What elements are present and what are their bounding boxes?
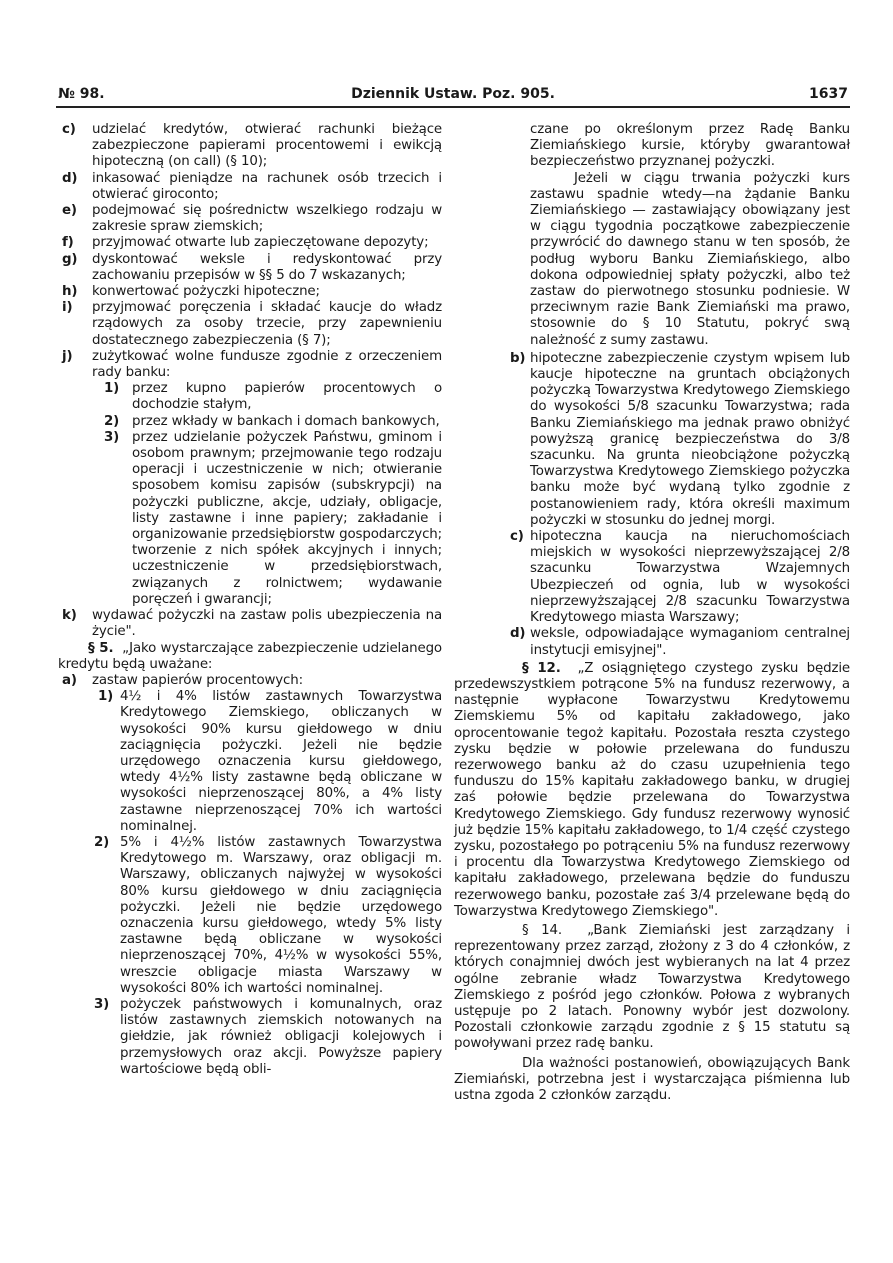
paragraph-text: Jeżeli w ciągu trwania pożyczki kurs zastawu spadnie wtedy—na żądanie Banku Ziemiańskiego — zastawiający obowiązany jest w ciągu tygodnia początkowe zabezpieczenie przywrócić do dawnego stanu w ten sposób, że podług wyboru Banku Ziemiańskiego, albo dokona odpowiedniej spłaty pożyczki, albo też zastaw do pierwotnego stosunku podniesie. W przeciwnym razie Bank Ziemiański ma prawo, stosownie do § 10 Statutu, pokryć swą należność z sumy zastawu.	[530, 170, 850, 348]
item-marker: a)	[62, 672, 77, 688]
list-subitem-j2	[58, 414, 442, 430]
item-marker: 3)	[94, 996, 110, 1012]
item-marker: g)	[62, 251, 78, 267]
item-marker: 2)	[104, 413, 120, 429]
item-marker: d)	[510, 626, 526, 642]
item-text: przez udzielanie pożyczek Państwu, gminom i osobom prawnym; przejmowanie tego rodzaju operacji i uczestniczenie w nich; otwieranie sposobem komisu zapisów (subskrypcji) na pożyczki publiczne, akcje, udziały, obligacje, listy zastawne i inne papiery; zakładanie i organizowanie przedsiębiorstw gospodarczych; tworzenie z nich spółek akcyjnych i innych; uczestniczenie w przedsiębiorstwach, związanych z rolnictwem; wydawanie poręczeń i gwarancji;	[132, 429, 442, 607]
item-marker: 1)	[104, 381, 120, 397]
item-marker: d)	[62, 170, 78, 186]
item-text: weksle, odpowiadające wymaganiom centralnej instytucji emisyjnej".	[530, 626, 850, 658]
paragraph-text: czane po określonym przez Radę Banku Ziemiańskiego kursie, któryby gwarantował bezpieczeństwo przyznanej pożyczki.	[530, 122, 850, 170]
section-label: § 5.	[88, 640, 114, 656]
item-marker: 1)	[98, 689, 114, 705]
list-item-d	[58, 171, 442, 203]
left-column	[58, 122, 442, 1078]
journal-title: Dziennik Ustaw. Poz. 905.	[351, 86, 555, 102]
item-marker: i)	[62, 300, 73, 316]
item-marker: 3)	[104, 429, 120, 445]
item-marker: c)	[62, 122, 76, 137]
list-item-c	[58, 122, 442, 171]
list-item-k	[58, 608, 442, 640]
item-text: inkasować pieniądze na rachunek osób trzecich i otwierać giroconto;	[92, 170, 442, 202]
list-item-b	[454, 351, 850, 529]
list-item-j	[58, 349, 442, 381]
item-text: hipoteczne zabezpieczenie czystym wpisem lub kaucje hipoteczne na gruntach obciążonych pożyczką Towarzystwa Kredytowego Ziemskiego do wysokości 5/8 szacunku Towarzystwa; rada Banku Ziemiańskiego ma jednak prawo obniżyć powyższą granicę bezpieczeństwa do 3/8 szacunku. Na grunta nieobciążone pożyczką Towarzystwa Kredytowego Ziemskiego pożyczka banku może być wydaną tylko zgodnie z postanowieniem rady, która określi maximum pożyczki w stosunku do jednej morgi.	[530, 350, 850, 528]
list-subitem-a2	[58, 835, 442, 997]
item-text: przez wkłady w bankach i domach bankowych,	[132, 413, 440, 429]
item-text: przez kupno papierów procentowych o dochodzie stałym,	[132, 381, 442, 413]
item-text: 5% i 4½% listów zastawnych Towarzystwa Kredytowego m. Warszawy, oraz obligacji m. Warszawy, obliczanych najwyżej w wysokości 80% kursu giełdowego w dniu zaciągnięcia pożyczki. Jeżeli nie będzie urzędowego oznaczenia kursu giełdowego, wtedy 5% listy zastawne będą obliczane w wysokości nieprzenoszącej 70%, 4½% w wysokości 55%, wreszcie obligacje miasta Warszawy w wysokości 80% ich wartości nominalnej.	[120, 834, 442, 996]
list-item-d-right	[454, 626, 850, 658]
list-item-i	[58, 300, 442, 349]
list-item-f	[58, 235, 442, 251]
section-text: „Jako wystarczające zabezpieczenie udzielanego kredytu będą uważane:	[58, 640, 442, 672]
list-item-e	[58, 203, 442, 235]
item-marker: 2)	[94, 834, 110, 850]
right-column	[454, 122, 850, 1104]
section-label: § 12.	[522, 660, 561, 676]
item-text: przyjmować poręczenia i składać kaucje do władz rządowych za osoby trzecie, przy zapewnieniu dostatecznego zabezpieczenia (§ 7);	[92, 300, 442, 348]
list-item-g	[58, 252, 442, 284]
list-subitem-j3	[58, 430, 442, 608]
section-text: „Z osiągniętego czystego zysku będzie przedewszystkiem potrącone 5% na fundusz rezerwowy, a następnie wypłacone Towarzystwu Kredytowemu Ziemskiemu 5% od kapitału zakładowego, jako oprocentowanie tegoż kapitału. Pozostała reszta czystego zysku będzie w połowie przelewana do funduszu rezerwowego banku aż do czasu uzupełnienia tego funduszu do 15% kapitału zakładowego banku, w drugiej zaś połowie będzie przelewana do Towarzystwa Kredytowego Ziemskiego. Gdy fundusz rezerwowy wynosić już będzie 15% kapitału zakładowego, to 1/4 część czystego zysku, pozostałego po potrąceniu 5% na fundusz rezerwowy i procentu dla Towarzystwa Kredytowego Ziemskiego od kapitału zakładowego, przelewana będzie do funduszu rezerwowego banku, pozostałe zaś 3/4 przelewane będą do Towarzystwa Kredytowego Ziemskiego".	[454, 660, 850, 919]
item-text: przyjmować otwarte lub zapieczętowane depozyty;	[92, 235, 429, 251]
page-number: 1637	[809, 86, 848, 102]
item-marker: k)	[62, 608, 77, 624]
decline-paragraph	[454, 171, 850, 349]
list-subitem-j1	[58, 381, 442, 413]
continuation-paragraph	[454, 122, 850, 171]
item-marker: f)	[62, 235, 74, 251]
item-text: zużytkować wolne fundusze zgodnie z orzeczeniem rady banku:	[92, 348, 442, 381]
item-marker: h)	[62, 284, 78, 300]
list-subitem-a3	[58, 997, 442, 1078]
section-5	[58, 641, 442, 673]
item-text: zastaw papierów procentowych:	[92, 672, 303, 688]
item-text: dyskontować weksle i redyskontować przy zachowaniu przepisów w §§ 5 do 7 wskazanych;	[92, 251, 442, 283]
closing-paragraph	[454, 1056, 850, 1105]
section-label: § 14.	[522, 922, 562, 938]
list-subitem-a1	[58, 689, 442, 835]
section-text: „Bank Ziemiański jest zarządzany i reprezentowany przez zarząd, złożony z 3 do 4 członków, z których conajmniej dwóch jest wybieranych na lat 4 przez ogólne zebranie władz Towarzystwa Kredytowego Ziemskiego z pośród jego członków. Połowa z wybranych ustępuje po 2 latach. Ponowny wybór jest dozwolony. Pozostali członkowie zarządu zgodnie z § 15 statutu są powoływani przez radę banku.	[454, 922, 850, 1052]
item-text: podejmować się pośrednictw wszelkiego rodzaju w zakresie spraw ziemskich;	[92, 203, 442, 235]
section-14	[454, 923, 850, 1053]
item-text: pożyczek państwowych i komunalnych, oraz listów zastawnych ziemskich notowanych na giełdzie, jak również obligacji kolejowych i przemysłowych oraz akcji. Powyższe papiery wartościowe będą obli-	[120, 996, 442, 1077]
list-item-a	[58, 673, 442, 689]
issue-number: № 98.	[58, 86, 105, 102]
item-text: konwertować pożyczki hipoteczne;	[92, 284, 320, 300]
page-header	[58, 86, 848, 104]
item-marker: c)	[510, 529, 524, 545]
item-text: 4½ i 4% listów zastawnych Towarzystwa Kredytowego Ziemskiego, obliczanych w wysokości 90% kursu giełdowego w dniu zaciągnięcia pożyczki. Jeżeli nie będzie urzędowego oznaczenia kursu giełdowego, wtedy 4½% listy zastawne będą obliczane w wysokości nieprzenoszącej 80%, a 4% listy zastawne nieprzenoszącej 70% ich wartości nominalnej.	[120, 689, 442, 834]
item-marker: b)	[510, 350, 526, 366]
item-text: udzielać kredytów, otwierać rachunki bieżące zabezpieczone papierami procentowemi i ewikcją hipoteczną (on call) (§ 10);	[92, 122, 442, 170]
item-marker: j)	[62, 348, 73, 364]
item-text: wydawać pożyczki na zastaw polis ubezpieczenia na życie".	[92, 608, 442, 640]
header-divider	[56, 106, 850, 108]
paragraph-text: Dla ważności postanowień, obowiązujących Bank Ziemiański, potrzebna jest i wystarczająca piśmienna lub ustna zgoda 2 członków zarządu.	[454, 1055, 850, 1103]
item-marker: e)	[62, 203, 77, 219]
list-item-c-right	[454, 529, 850, 626]
section-12	[454, 661, 850, 920]
item-text: hipoteczna kaucja na nieruchomościach miejskich w wysokości nieprzewyższającej 2/8 szacunku Towarzystwa Wzajemnych Ubezpieczeń od ognia, lub w wysokości nieprzewyższającej 2/8 szacunku Towarzystwa Kredytowego miasta Warszawy;	[530, 529, 850, 626]
list-item-h	[58, 284, 442, 300]
